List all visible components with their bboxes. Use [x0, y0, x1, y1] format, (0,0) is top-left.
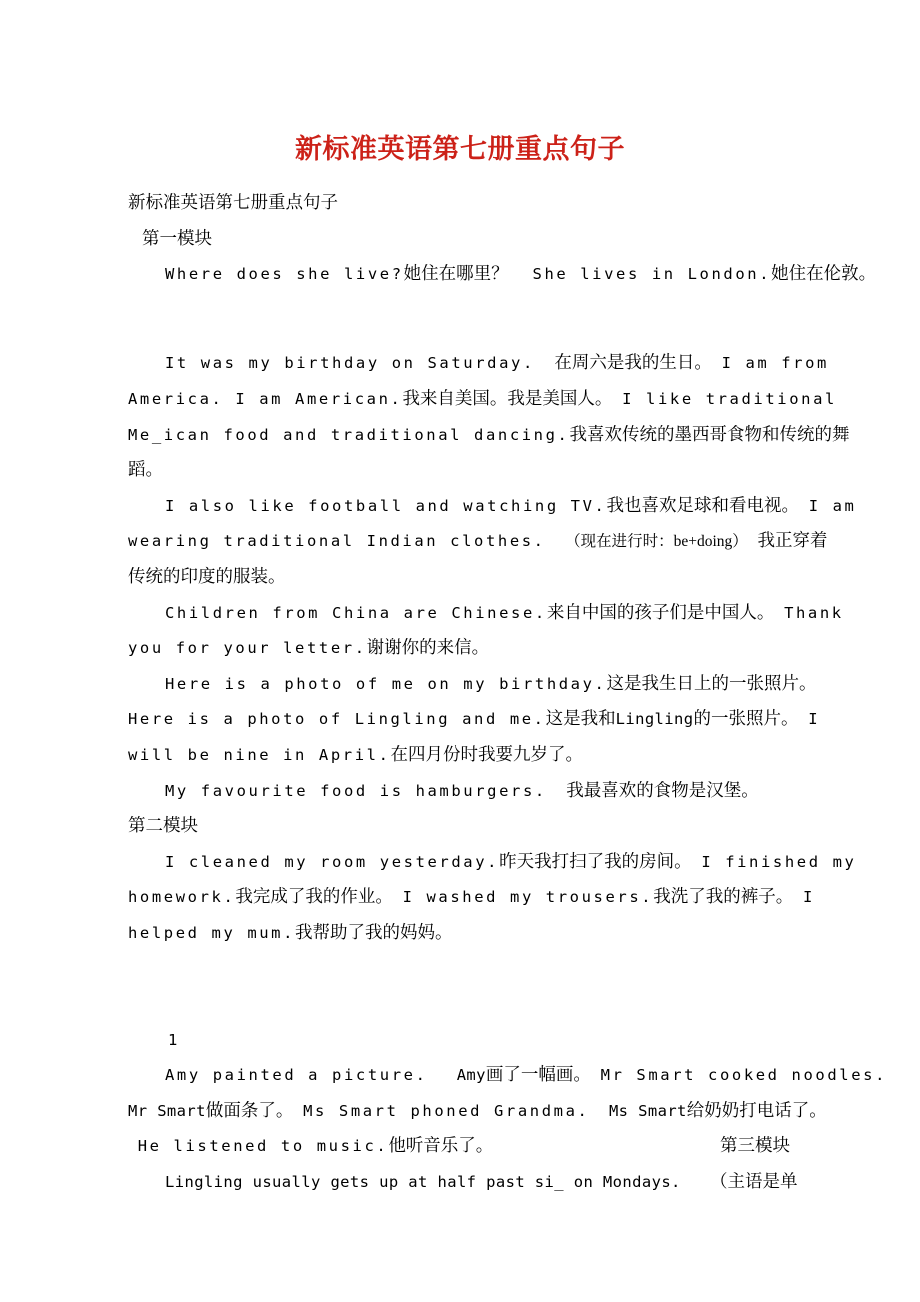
line-run: 我完成了我的作业。: [235, 886, 393, 907]
line-run: 谢谢你的来信。: [366, 637, 490, 658]
line-run: Children from China are Chinese.: [165, 603, 547, 622]
line-run: you for your letter.: [128, 639, 367, 658]
line-run: wearing traditional Indian clothes.: [128, 532, 546, 551]
line-run: She lives in London.: [532, 265, 772, 284]
line-run: [681, 1173, 710, 1191]
line-run: [799, 497, 809, 515]
line-run: [509, 265, 533, 283]
text-line: [128, 523, 828, 559]
line-run: homework.: [128, 888, 236, 907]
line-run: 我帮助了我的妈妈。: [295, 921, 453, 942]
text-line: [128, 879, 815, 915]
line-run: 蹈。: [128, 459, 163, 480]
blank-line: [128, 327, 790, 345]
module-heading-2: [128, 808, 790, 844]
line-run: Here is a photo of Lingling and me.: [128, 710, 546, 729]
line-run: [589, 1102, 608, 1120]
line-run: （主语是单: [710, 1171, 798, 1192]
line-run: He listened to music.: [137, 1137, 389, 1156]
line-run: I: [808, 710, 821, 729]
page-title: 新标准英语第七册重点句子: [295, 134, 625, 164]
text-line: [128, 915, 790, 951]
line-run: 在周六是我的生日。: [554, 352, 712, 373]
line-run: will be nine in April.: [128, 745, 391, 764]
page-number: [128, 1022, 790, 1058]
text-line: [128, 256, 877, 292]
text-line: [128, 1093, 827, 1129]
line-run: [546, 532, 565, 550]
line-run: [692, 853, 702, 871]
line-run: Amy painted a picture.: [165, 1066, 428, 1085]
line-run: I cleaned my room yesterday.: [165, 852, 500, 871]
line-run: 做面条了。: [205, 1099, 294, 1120]
line-run: [535, 354, 554, 372]
line-run: America. I am American.: [128, 389, 403, 408]
line-run: [712, 354, 722, 372]
text-line: [128, 666, 817, 702]
line-run: 我洗了我的裤子。: [653, 886, 794, 907]
text-line: [128, 630, 790, 666]
text-line: [128, 773, 790, 809]
line-run: [547, 782, 566, 800]
line-run: [591, 1066, 601, 1084]
text-line: [128, 452, 790, 488]
text-line: [128, 345, 829, 381]
line-run: 他听音乐了。: [388, 1135, 494, 1156]
line-run: Ms Smart phoned Grandma.: [303, 1101, 590, 1120]
text-line: [128, 417, 850, 453]
line-run: Mr Smart: [128, 1101, 206, 1120]
line-run: I am: [808, 496, 857, 515]
line-run: [393, 888, 403, 906]
module-heading-1: [128, 221, 790, 257]
line-run: 昨天我打扫了我的房间。: [499, 850, 692, 871]
text-line: [128, 559, 790, 595]
line-run: [612, 390, 622, 408]
text-line: [128, 595, 844, 631]
line-run: helped my mum.: [128, 923, 296, 942]
line-run: I am from: [721, 354, 829, 373]
line-run: [128, 1137, 138, 1155]
text-line: [128, 1128, 790, 1164]
line-run: [293, 1102, 303, 1120]
page-number-value: 1: [168, 1030, 178, 1049]
line-run: My favourite food is hamburgers.: [165, 781, 547, 800]
line-run: Thank: [784, 603, 844, 622]
line-run: [798, 710, 808, 728]
line-run: Lingling usually gets up at half past si_ on Mondays.: [165, 1173, 681, 1192]
line-run: 传统的印度的服装。: [128, 565, 286, 586]
line-run: 在四月份时我要九岁了。: [390, 743, 583, 764]
line-run: Me_ican food and traditional dancing.: [128, 425, 570, 444]
line-run: [428, 1066, 457, 1084]
line-run: I like traditional: [622, 389, 837, 408]
line-run: [793, 888, 803, 906]
blank-line: [128, 950, 790, 986]
module-heading-3: 第三模块: [720, 1135, 790, 1156]
line-run: 给奶奶打电话了。: [686, 1099, 827, 1120]
line-run: 她住在伦敦。: [771, 263, 877, 284]
blank-line: [128, 292, 790, 328]
document-body: [128, 185, 888, 1200]
line-run: Where does she live?: [165, 265, 404, 284]
line-run: I washed my trousers.: [402, 888, 654, 907]
text-line: [128, 737, 790, 773]
text-line: [128, 381, 837, 417]
line-run: [748, 532, 758, 550]
line-run: 的一张照片。: [693, 708, 799, 729]
line-run: I: [802, 888, 815, 907]
line-run: 她住在哪里？: [403, 263, 509, 284]
text-line: [128, 1164, 798, 1200]
module-1-label: 第一模块: [142, 227, 212, 248]
line-run: 我最喜欢的食物是汉堡。: [566, 779, 759, 800]
line-run: 这是我生日上的一张照片。: [606, 672, 817, 693]
line-run: 我正穿着: [757, 530, 828, 551]
line-run: [774, 604, 784, 622]
line-run: Here is a photo of me on my birthday.: [165, 674, 607, 693]
text-line: [128, 701, 821, 737]
line-run: 我来自美国。我是美国人。: [402, 387, 613, 408]
text-line: [128, 1057, 888, 1093]
line-run: Mr Smart cooked noodles.: [600, 1066, 888, 1085]
line-run: 我也喜欢足球和看电视。: [606, 494, 799, 515]
body-heading-text: 新标准英语第七册重点句子: [128, 192, 338, 212]
module-2-label: 第二模块: [128, 815, 198, 836]
line-run: 画了一幅画。: [485, 1064, 591, 1085]
body-heading: [128, 185, 790, 221]
line-run: Lingling: [615, 710, 694, 729]
line-run: It was my birthday on Saturday.: [165, 354, 535, 373]
line-run: 这是我和: [545, 708, 616, 729]
text-line: [128, 488, 857, 524]
line-run: I finished my: [701, 852, 857, 871]
text-line: [128, 844, 857, 880]
grammar-note: （现在进行时：be+doing）: [565, 533, 748, 551]
line-run: Ms Smart: [608, 1101, 687, 1120]
blank-line: [128, 986, 790, 1022]
line-run: Amy: [456, 1066, 486, 1085]
line-run: I also like football and watching TV.: [165, 496, 607, 515]
line-run: 来自中国的孩子们是中国人。: [546, 601, 775, 622]
line-run: 我喜欢传统的墨西哥食物和传统的舞: [569, 423, 850, 444]
